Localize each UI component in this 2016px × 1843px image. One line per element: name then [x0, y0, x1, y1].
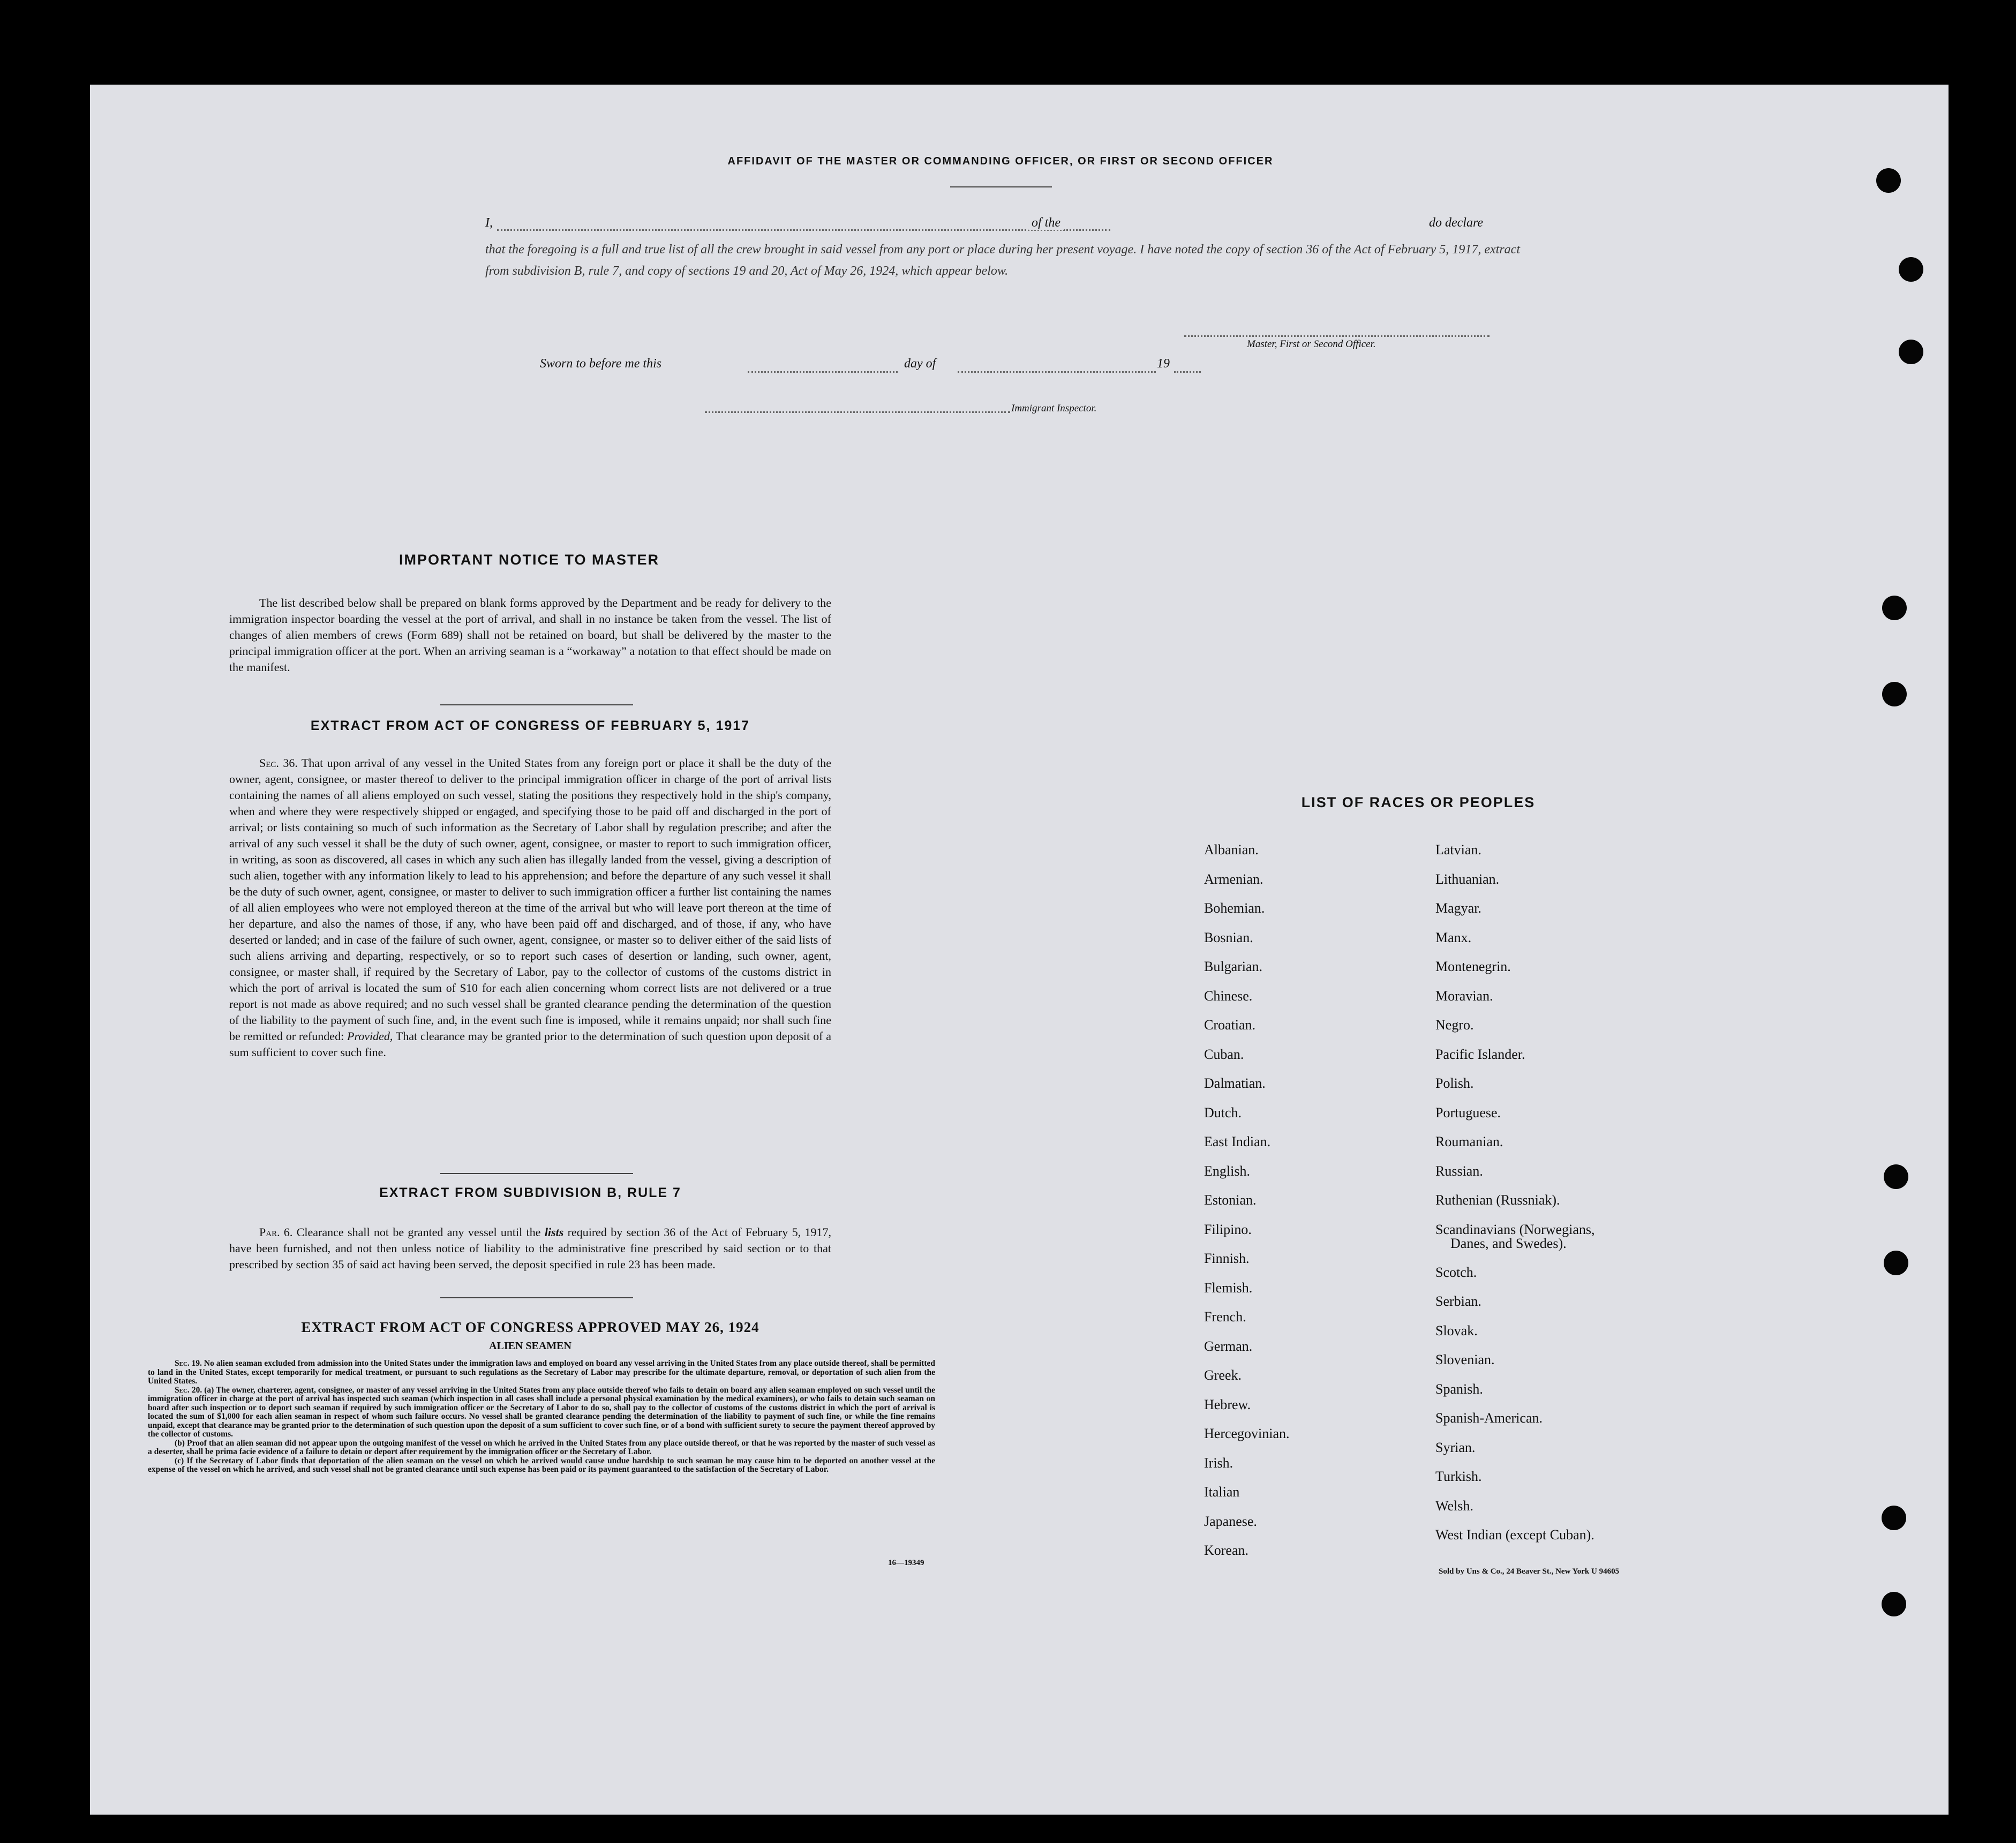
punch-hole	[1899, 340, 1923, 364]
section-19	[148, 1359, 935, 1386]
section-20-c: (c) If the Secretary of Labor finds that deportation of the alien seaman on the vessel on which he arrived would cause undue hardship to such seaman he may cause him to be deported on another vessel at the expense of the vessel on which he arrived, and such vessel shall not be granted clearance until such expense has been paid or its payment guaranteed to the satisfaction of the Secretary of Labor.	[148, 1456, 935, 1474]
race-item: Irish.	[1204, 1455, 1233, 1471]
race-item: Filipino.	[1204, 1221, 1252, 1237]
section-36-tail: That clearance may be granted prior to the determination of such question upon deposit of a sum sufficient to cover such fine.	[229, 1029, 831, 1059]
races-left-column	[1204, 836, 1290, 1566]
race-item: Dutch.	[1204, 1104, 1242, 1120]
race-item: Welsh.	[1435, 1498, 1473, 1514]
races-title: LIST OF RACES OR PEOPLES	[1301, 794, 1536, 810]
affidavit-do-declare: do declare	[1426, 216, 1483, 230]
race-item: Slovenian.	[1435, 1352, 1495, 1367]
race-item: Scotch.	[1435, 1264, 1477, 1280]
affidavit-of-the: of the	[1028, 216, 1064, 230]
race-item: Hebrew.	[1204, 1396, 1251, 1412]
race-item: Magyar.	[1435, 900, 1481, 916]
race-item: Ruthenian (Russniak).	[1435, 1192, 1560, 1208]
race-item: French.	[1204, 1309, 1246, 1325]
extract-1917-title: EXTRACT FROM ACT OF CONGRESS OF FEBRUARY 5, 1917	[310, 718, 750, 733]
punch-hole	[1882, 1592, 1906, 1616]
race-item: Finnish.	[1204, 1251, 1250, 1266]
race-item: Italian	[1204, 1484, 1240, 1500]
race-item: Dalmatian.	[1204, 1075, 1266, 1091]
master-signature-caption: Master, First or Second Officer.	[1247, 338, 1376, 350]
inspector-signature-line[interactable]	[705, 411, 1010, 413]
extract-1917-body	[229, 755, 831, 1060]
race-item: Manx.	[1435, 929, 1472, 945]
section-20-b: (b) Proof that an alien seaman did not appear upon the outgoing manifest of the vessel on which he arrived in the United States from any place outside thereof, or that he was reported by the master of such vessel as a deserter, shall be prima facie evidence of a failure to detain or deport after requirement by the immigration officer or the Secretary of Labor.	[148, 1438, 935, 1456]
punch-hole	[1884, 1251, 1908, 1275]
declarant-name-line[interactable]	[497, 229, 1110, 231]
race-item: Hercegovinian.	[1204, 1426, 1290, 1441]
extract-rule7-title: EXTRACT FROM SUBDIVISION B, RULE 7	[379, 1185, 681, 1200]
race-item: Cuban.	[1204, 1046, 1244, 1062]
race-item: Pacific Islander.	[1435, 1046, 1525, 1062]
section-20-a	[148, 1386, 935, 1439]
race-item: Serbian.	[1435, 1293, 1481, 1309]
notice-divider	[440, 704, 633, 705]
race-item: Chinese.	[1204, 988, 1253, 1004]
race-item: Korean.	[1204, 1543, 1249, 1558]
extract-1924-body	[148, 1359, 935, 1475]
section-36-label: Sec. 36.	[259, 756, 298, 770]
punch-hole	[1899, 257, 1923, 282]
affidavit-i: I,	[485, 216, 493, 230]
par-6-text-a: Clearance shall not be granted any vessel until the	[296, 1225, 541, 1239]
form-page	[90, 85, 1949, 1815]
master-signature-line[interactable]	[1184, 335, 1490, 337]
race-item: English.	[1204, 1163, 1250, 1179]
race-item: Moravian.	[1435, 988, 1493, 1004]
sworn-year: 19	[1157, 357, 1170, 371]
extract-rule7-divider	[440, 1297, 633, 1298]
punch-hole	[1876, 168, 1901, 193]
race-item: Albanian.	[1204, 842, 1259, 857]
race-item: Bohemian.	[1204, 900, 1265, 916]
race-item: Syrian.	[1435, 1439, 1476, 1455]
race-item: West Indian (except Cuban).	[1435, 1527, 1594, 1543]
punch-hole	[1884, 1164, 1908, 1189]
race-item: Estonian.	[1204, 1192, 1257, 1208]
race-item: Danes, and Swedes).	[1450, 1235, 1567, 1251]
section-36-text: That upon arrival of any vessel in the United States from any foreign port or place it shall be the duty of the owner, agent, consignee, or master thereof to deliver to the principal immigration officer in charge of the port of arrival lists containing the names of all aliens employed on such vessel, stating the positions they respectively hold in the ship's company, when and where they were respectively shipped or engaged, and specifying those to be paid off and discharged in the port of arrival; or lists containing so much of such information as the Secretary of Labor shall by regulation prescribe; and after the arrival of any such vessel it shall be the duty of such owner, agent, consignee, or master to report to such immigration officer, in writing, as soon as discovered, all cases in which any such alien has illegally landed from the vessel, giving a description of such alien, together with any information likely to lead to his apprehension; and before the departure of any such vessel it shall be the duty of such owner, agent, consignee, or master to deliver to such immigration officer a further list containing the names of all alien employees who were not employed thereon at the time of the arrival but who will leave port thereon at the time of her departure, and also the names of those, if any, who have been paid off and discharged, and of those, if any, who have deserted or landed; and in case of the failure of such owner, agent, consignee, or master so to deliver either of the said lists of such aliens arriving and departing, respectively, or so to report such cases of desertion or landing, such owner, agent, consignee, or master shall, if required by the Secretary of Labor, pay to the collector of customs of the customs district in which the port of arrival is located the sum of $10 for each alien concerning whom correct lists are not delivered or a true report is not made as above required; and no such vessel shall be granted clearance pending the determination of the question of the liability to the payment of such fine, and, in the event such fine is imposed, while it remains unpaid; nor shall such fine be remitted or refunded:	[229, 756, 831, 1043]
race-item: East Indian.	[1204, 1134, 1271, 1149]
race-item: Polish.	[1435, 1075, 1474, 1091]
sworn-month-line[interactable]	[958, 371, 1156, 373]
sworn-year-line[interactable]	[1174, 371, 1201, 373]
race-item: Slovak.	[1435, 1322, 1478, 1338]
inspector-caption: Immigrant Inspector.	[1011, 403, 1097, 414]
punch-hole	[1882, 682, 1907, 706]
extract-1924-title: EXTRACT FROM ACT OF CONGRESS APPROVED MAY 26, 1924	[301, 1319, 759, 1335]
race-item: Russian.	[1435, 1163, 1483, 1179]
sworn-day-of: day of	[904, 357, 936, 371]
affidavit-title-rule	[950, 186, 1052, 187]
race-item: Spanish.	[1435, 1381, 1483, 1397]
race-item: Croatian.	[1204, 1017, 1256, 1033]
race-item: Flemish.	[1204, 1280, 1253, 1296]
printer-imprint: Sold by Uns & Co., 24 Beaver St., New York U 94605	[1439, 1567, 1620, 1576]
punch-hole	[1882, 1506, 1906, 1530]
alien-seamen-subtitle: ALIEN SEAMEN	[489, 1340, 571, 1352]
extract-rule7-body	[229, 1224, 831, 1273]
affidavit-title: AFFIDAVIT OF THE MASTER OR COMMANDING OFFICER, OR FIRST OR SECOND OFFICER	[727, 155, 1274, 167]
race-item: Bulgarian.	[1204, 959, 1263, 974]
race-item: Greek.	[1204, 1367, 1242, 1383]
section-19-label: Sec. 19.	[175, 1359, 202, 1368]
sworn-day-line[interactable]	[748, 371, 898, 373]
race-item: Armenian.	[1204, 871, 1263, 887]
race-item: Spanish-American.	[1435, 1410, 1543, 1426]
sworn-text: Sworn to before me this	[540, 357, 662, 371]
lists-word: lists	[544, 1225, 564, 1239]
provided-word: Provided,	[347, 1029, 393, 1043]
notice-body: The list described below shall be prepared on blank forms approved by the Department and be ready for delivery to the immigration inspector boarding the vessel at the port of arrival, and shall in no instance be taken from the vessel. The list of changes of alien members of crews (Form 689) shall not be retained on board, but shall be delivered by the master to the principal immigration officer at the port. When an arriving seaman is a “workaway” a notation to that effect should be made on the manifest.	[229, 596, 831, 674]
notice-title: IMPORTANT NOTICE TO MASTER	[399, 552, 659, 568]
form-number: 16—19349	[888, 1559, 924, 1567]
punch-hole	[1882, 596, 1907, 620]
race-item: Negro.	[1435, 1017, 1474, 1033]
race-item: Japanese.	[1204, 1513, 1257, 1529]
section-19-text: No alien seaman excluded from admission into the United States under the immigration laws and employed on board any vessel arriving in the United States from any place outside thereof, shall be permitted to land in the United States, except temporarily for medical treatment, or pursuant to such regulations as the Secretary of Labor may prescribe for the ultimate departure, removal, or deportation of such alien from the United States.	[148, 1359, 936, 1386]
race-item: Roumanian.	[1435, 1134, 1503, 1149]
race-item: Montenegrin.	[1435, 959, 1511, 974]
affidavit-body: that the foregoing is a full and true list of all the crew brought in said vessel from any port or place during her present voyage. I have noted the copy of section 36 of the Act of February 5, 1917, extract from subdivision B, rule 7, and copy of sections 19 and 20, Act of May 26, 1924, which appear below.	[485, 243, 1520, 278]
race-item: Scandinavians (Norwegians,	[1435, 1221, 1595, 1237]
race-item: Portuguese.	[1435, 1104, 1501, 1120]
section-20-a-text: (a) The owner, charterer, agent, consignee, or master of any vessel arriving in the United States from any place outside thereof who fails to detain on board any alien seaman employed on such vessel until the immigration officer in charge at the port of arrival has inspected such seaman (which inspection in all cases shall include a personal physical examination by the medical examiners), or who fails to detain such seaman on board after such inspection or to deport such seaman if required by such immigration officer or the Secretary of Labor to do so, shall pay to the collector of customs of the customs district in which the port of arrival is located the sum of $1,000 for each alien seaman in respect of whom such failure occurs. No vessel shall be granted clearance pending the determination of the liability to payment of such fine, or while the fine remains unpaid, except that clearance may be granted prior to the determination of such question upon the deposit of a sum sufficient to cover such fine, or of a bond with sufficient surety to secure the payment thereof approved by the collector of customs.	[148, 1385, 936, 1439]
race-item: Turkish.	[1435, 1469, 1482, 1484]
section-20-label: Sec. 20.	[175, 1385, 202, 1395]
races-right-column	[1435, 836, 1594, 1550]
extract-1917-divider	[440, 1173, 633, 1174]
race-item: German.	[1204, 1338, 1253, 1354]
race-item: Latvian.	[1435, 842, 1481, 857]
race-item: Bosnian.	[1204, 929, 1253, 945]
race-item: Lithuanian.	[1435, 871, 1500, 887]
par-6-label: Par. 6.	[259, 1225, 293, 1239]
par-6-text-b: required by section 36 of the Act of February 5, 1917, have been furnished, and not then unless notice of liability to the administrative fine prescribed by said section or to that prescribed by section 35 of said act having been served, the deposit specified in rule 23 has been made.	[229, 1225, 832, 1271]
